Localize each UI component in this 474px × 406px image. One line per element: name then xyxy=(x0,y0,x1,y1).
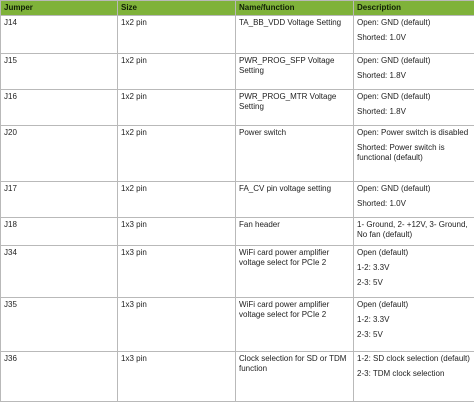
cell-name: PWR_PROG_MTR Voltage Setting xyxy=(236,90,354,126)
cell-name: Clock selection for SD or TDM function xyxy=(236,352,354,402)
table-header-row xyxy=(1,1,474,16)
description-line: Open: GND (default) xyxy=(357,56,431,65)
cell-description xyxy=(354,16,474,54)
description-line: Shorted: 1.8V xyxy=(357,71,406,80)
cell-description xyxy=(354,90,474,126)
cell-name: TA_BB_VDD Voltage Setting xyxy=(236,16,354,54)
cell-description xyxy=(354,352,474,402)
description-line: Shorted: 1.0V xyxy=(357,33,406,42)
cell-jumper: J34 xyxy=(1,246,118,298)
cell-description xyxy=(354,298,474,352)
description-line: Shorted: 1.0V xyxy=(357,199,406,208)
cell-size: 1x3 pin xyxy=(118,218,236,246)
table-row xyxy=(1,16,474,54)
header-jumper: Jumper xyxy=(1,1,118,16)
description-line: Open (default) xyxy=(357,300,409,309)
description-line: Open: GND (default) xyxy=(357,92,431,101)
description-line: 1-2: 3.3V xyxy=(357,315,390,324)
cell-jumper: J15 xyxy=(1,54,118,90)
description-line: 2-3: 5V xyxy=(357,278,383,287)
cell-size: 1x2 pin xyxy=(118,126,236,182)
table-row xyxy=(1,90,474,126)
cell-description xyxy=(354,218,474,246)
table-row xyxy=(1,54,474,90)
description-line: Open: GND (default) xyxy=(357,184,431,193)
cell-size: 1x2 pin xyxy=(118,16,236,54)
table-row xyxy=(1,126,474,182)
cell-description xyxy=(354,182,474,218)
table-row xyxy=(1,218,474,246)
cell-jumper: J18 xyxy=(1,218,118,246)
description-line: Open: GND (default) xyxy=(357,18,431,27)
cell-jumper: J16 xyxy=(1,90,118,126)
description-line: 2-3: 5V xyxy=(357,330,383,339)
table-row xyxy=(1,352,474,402)
cell-description xyxy=(354,54,474,90)
cell-size: 1x2 pin xyxy=(118,90,236,126)
cell-description xyxy=(354,246,474,298)
cell-size: 1x3 pin xyxy=(118,246,236,298)
cell-jumper: J20 xyxy=(1,126,118,182)
cell-name: Power switch xyxy=(236,126,354,182)
header-name-function: Name/function xyxy=(236,1,354,16)
header-size: Size xyxy=(118,1,236,16)
cell-size: 1x3 pin xyxy=(118,298,236,352)
description-line: 1- Ground, 2- +12V, 3- Ground, No fan (default) xyxy=(357,220,468,239)
cell-jumper: J17 xyxy=(1,182,118,218)
table-row xyxy=(1,298,474,352)
cell-description xyxy=(354,126,474,182)
description-line: Open: Power switch is disabled xyxy=(357,128,469,137)
cell-name: FA_CV pin voltage setting xyxy=(236,182,354,218)
cell-size: 1x2 pin xyxy=(118,54,236,90)
description-line: 1-2: 3.3V xyxy=(357,263,390,272)
cell-name: PWR_PROG_SFP Voltage Setting xyxy=(236,54,354,90)
cell-size: 1x2 pin xyxy=(118,182,236,218)
cell-name: Fan header xyxy=(236,218,354,246)
header-description: Description xyxy=(354,1,474,16)
description-line: 2-3: TDM clock selection xyxy=(357,369,445,378)
description-line: Shorted: Power switch is functional (default) xyxy=(357,143,445,162)
cell-jumper: J36 xyxy=(1,352,118,402)
description-line: Shorted: 1.8V xyxy=(357,107,406,116)
cell-jumper: J35 xyxy=(1,298,118,352)
cell-name: WiFi card power amplifier voltage select for PCIe 2 xyxy=(236,246,354,298)
description-line: 1-2: SD clock selection (default) xyxy=(357,354,470,363)
cell-size: 1x3 pin xyxy=(118,352,236,402)
cell-name: WiFi card power amplifier voltage select for PCIe 2 xyxy=(236,298,354,352)
table-row xyxy=(1,246,474,298)
cell-jumper: J14 xyxy=(1,16,118,54)
table-row xyxy=(1,182,474,218)
description-line: Open (default) xyxy=(357,248,409,257)
